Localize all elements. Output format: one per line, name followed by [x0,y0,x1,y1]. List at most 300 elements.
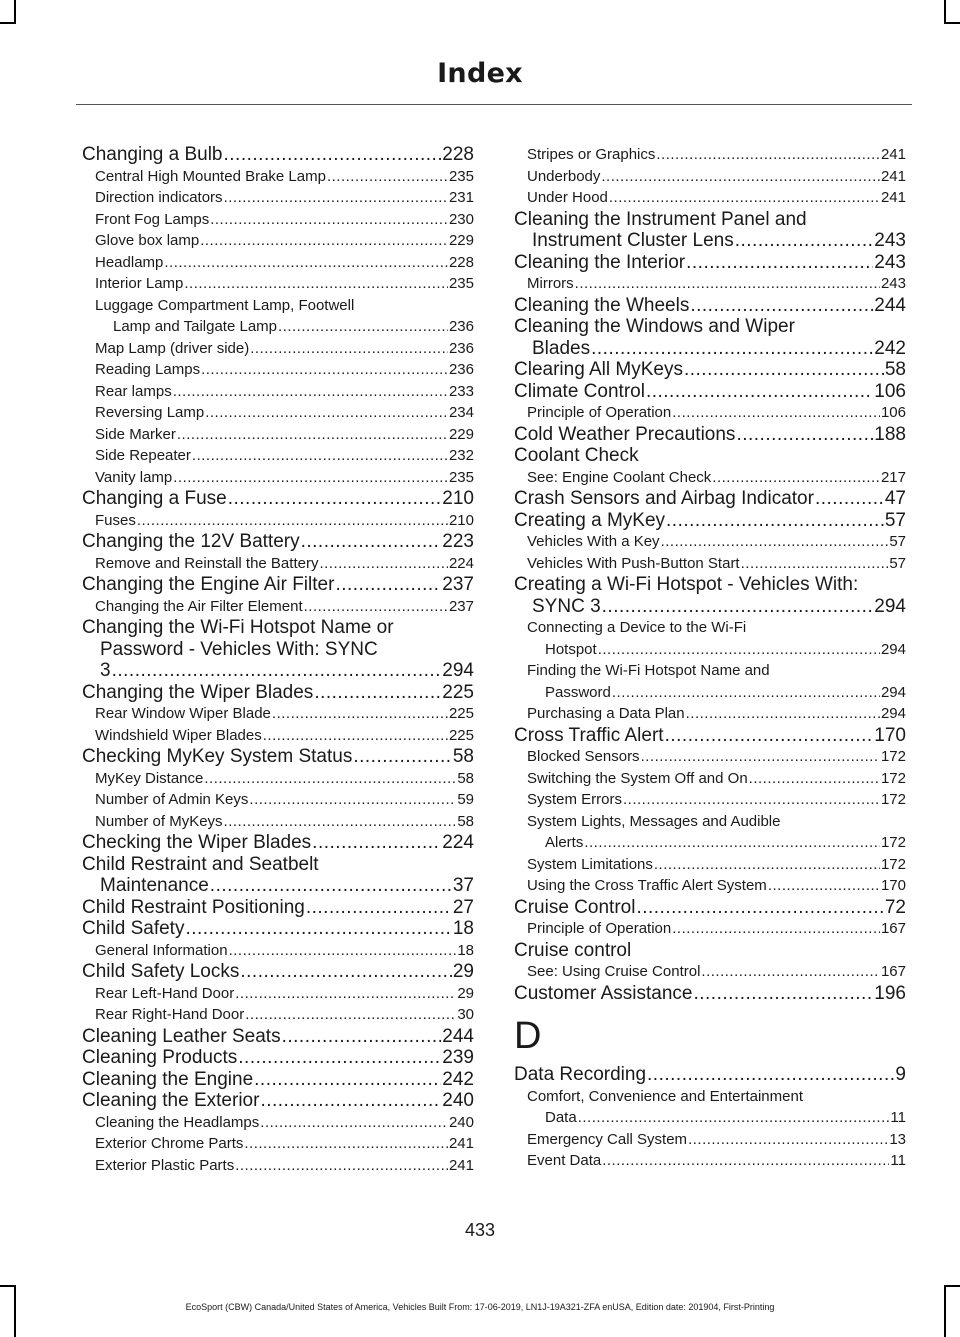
entry-title: Switching the System Off and On [527,769,748,787]
index-subentry [82,940,474,962]
index-entry-line [514,897,906,919]
entry-title: Data Recording [514,1064,647,1085]
index-entry [514,252,906,274]
dot-leader [192,445,448,467]
dot-leader [260,1090,441,1112]
entry-title: Data [545,1109,577,1126]
dot-leader [228,488,442,510]
index-entry-line [82,1090,474,1112]
entry-title: Changing the Wiper Blades [82,681,314,703]
page-ref: 241 [448,1156,474,1174]
index-entry [514,574,906,617]
entry-title: Principle of Operation [527,404,672,421]
page-ref: 241 [880,146,906,163]
index-subentry [514,531,906,553]
index-entry-line [514,445,906,467]
page-ref: 244 [442,1025,474,1047]
dot-leader [686,252,873,274]
dot-leader [736,424,873,446]
entry-title: Rear lamps [95,382,172,400]
index-subentry [82,510,474,532]
page-ref: 225 [442,681,474,703]
index-entry-continued [514,209,906,231]
entry-title: Cleaning Leather Seats [82,1025,281,1047]
entry-title: Reversing Lamp [95,404,205,421]
entry-title: Blades [532,337,591,359]
page-ref: 59 [457,791,474,808]
entry-title: Connecting a Device to the Wi-Fi [527,619,747,636]
entry-title: General Information [95,941,228,959]
crop-mark [944,1285,960,1287]
dot-leader [602,1150,889,1172]
entry-title: Child Restraint Positioning [82,896,305,918]
index-entry [82,1047,474,1069]
entry-title: Luggage Compartment Lamp, Footwell [95,296,355,314]
index-entry-line [82,316,474,338]
index-subentry [82,295,474,338]
index-entry-line [82,983,474,1005]
entry-title: Cleaning Products [82,1047,238,1068]
index-entry-continued [514,316,906,338]
page-ref: 236 [448,361,474,378]
index-subentry [514,660,906,703]
entry-title: System Lights, Messages and Audible [527,812,781,830]
entry-title: Cleaning the Instrument Panel and [514,208,807,230]
dot-leader [235,1155,448,1177]
index-entry-continued [82,617,474,639]
index-subentry [82,209,474,231]
dot-leader [210,875,452,897]
entry-title: Rear Right-Hand Door [95,1006,245,1023]
index-subentry [514,1150,906,1172]
page-ref: 11 [890,1152,906,1169]
entry-title: System Errors [527,791,623,808]
entry-title: Finding the Wi-Fi Hotspot Name and [527,662,770,679]
index-subentry [514,553,906,575]
dot-leader [245,1004,456,1026]
page-ref: 225 [448,726,474,744]
entry-title: Front Fog Lamps [95,210,210,228]
page-ref: 58 [457,769,474,787]
index-subentry [514,789,906,811]
entry-title: Central High Mounted Brake Lamp [95,167,326,185]
index-entry-line [514,531,906,553]
page-ref: 30 [457,1006,474,1023]
entry-title: Climate Control [514,380,645,402]
entry-title: Windshield Wiper Blades [95,726,262,744]
index-subentry [82,359,474,381]
index-entry-line [514,467,906,489]
page-ref: 241 [880,189,906,206]
dot-leader [229,940,457,962]
page-ref: 243 [880,275,906,292]
dot-leader [112,660,442,682]
index-entry [514,359,906,381]
dot-leader [238,1047,441,1069]
dot-leader [327,166,448,188]
index-entry-line [82,918,474,940]
page-title: Index [437,58,523,89]
entry-title: Using the Cross Traffic Alert System [527,877,767,894]
page-ref: 210 [448,511,474,529]
index-entry-line [82,832,474,854]
index-entry-line [514,596,906,618]
index-entry [82,617,474,682]
index-entry-line [82,703,474,725]
index-subentry [514,402,906,424]
entry-title: Interior Lamp [95,275,184,292]
entry-title: Headlamp [95,253,164,271]
page-ref: 242 [442,1068,474,1090]
index-entry-line [514,725,906,747]
index-entry-line [514,510,906,532]
page-ref: 47 [884,488,906,509]
dot-leader [137,510,448,532]
page-ref: 13 [889,1130,906,1148]
index-subentry [82,789,474,811]
entry-title: Checking the Wiper Blades [82,832,312,853]
dot-leader [224,811,457,833]
footer-text: EcoSport (CBW) Canada/United States of America, Vehicles Built From: 17-06-2019, LN1J-19A321-ZFA enUSA, Edition date: 201904, First-Printing [185,1302,775,1312]
dot-leader [240,961,452,983]
index-entry-line [514,983,906,1005]
entry-title: Clearing All MyKeys [514,359,683,380]
dot-leader [646,381,873,403]
index-entry-line [514,295,906,317]
dot-leader [688,1129,888,1151]
index-entry-line [82,1133,474,1155]
index-entry [514,488,906,510]
entry-title: System Limitations [527,855,653,873]
entry-title: 3 [100,660,111,681]
index-subentry [514,875,906,897]
index-entry-line [82,1112,474,1134]
page-ref: 210 [442,488,474,509]
entry-title: Lamp and Tailgate Lamp [113,318,278,335]
page-ref: 294 [880,640,906,658]
entry-title: Cleaning the Windows and Wiper [514,316,795,337]
page-ref: 196 [874,982,906,1004]
dot-leader [173,467,448,489]
index-entry-continued [82,854,474,876]
dot-leader [636,897,883,919]
dot-leader [656,144,880,166]
entry-title: Number of MyKeys [95,812,223,830]
entry-title: Remove and Reinstall the Battery [95,554,319,572]
index-entry-line [82,940,474,962]
index-entry-line [82,574,474,596]
page-ref: 57 [889,533,906,550]
dot-leader [693,983,873,1005]
entry-title: Reading Lamps [95,361,201,378]
crop-mark [0,22,16,24]
dot-leader [609,187,880,209]
index-entry-line [82,789,474,811]
entry-title: Hotspot [545,640,597,658]
dot-leader [623,789,880,811]
page-ref: 243 [874,230,906,251]
index-entry [514,897,906,919]
entry-title: Changing a Fuse [82,488,227,509]
page-ref: 236 [448,318,474,335]
dot-leader [612,682,880,704]
index-entry-line [514,488,906,510]
index-entry [514,209,906,252]
dot-leader [306,897,452,919]
page-ref: 240 [448,1113,474,1131]
dot-leader [177,424,448,446]
dot-leader [254,1069,441,1091]
entry-title: Side Marker [95,425,176,443]
index-entry [82,897,474,919]
index-subentry [82,445,474,467]
index-entry-line [82,488,474,510]
index-subentry [82,338,474,360]
index-entry [82,1069,474,1091]
index-subentry [514,768,906,790]
index-entry-line [82,510,474,532]
entry-title: Checking MyKey System Status [82,746,353,767]
index-entry-continued [82,295,474,317]
index-entry-line [82,596,474,618]
page-ref: 228 [448,253,474,271]
entry-title: Cold Weather Precautions [514,423,736,445]
index-entry-line [82,961,474,983]
page-ref: 58 [457,812,474,830]
page-ref: 242 [874,337,906,359]
page-ref: 234 [448,404,474,421]
index-entry-line [82,187,474,209]
crop-mark [0,1285,16,1287]
index-subentry [514,617,906,660]
index-subentry [82,187,474,209]
page-ref: 18 [452,918,474,939]
index-subentry [514,854,906,876]
entry-title: See: Using Cruise Control [527,963,701,980]
index-entry-line [514,961,906,983]
index-entry-line [514,402,906,424]
index-subentry [514,166,906,188]
dot-leader [749,768,880,790]
page-ref: 229 [448,232,474,249]
page-ref: 224 [448,554,474,572]
index-entry-line [514,1150,906,1172]
entry-title: Fuses [95,511,136,529]
dot-leader [686,703,880,725]
page-ref: 236 [448,339,474,357]
index-subentry [82,467,474,489]
index-subentry [82,273,474,295]
index-column-left [82,144,474,1176]
dot-leader [244,1133,448,1155]
index-entry-line [514,639,906,661]
index-entry-line [514,768,906,790]
index-entry [82,832,474,854]
dot-leader [185,918,451,940]
dot-leader [641,746,880,768]
entry-title: Cleaning the Headlamps [95,1113,260,1131]
index-entry-line [514,746,906,768]
dot-leader [184,273,448,295]
entry-title: Comfort, Convenience and Entertainment [527,1087,803,1105]
page-ref: 170 [880,877,906,894]
index-subentry [514,961,906,983]
page-number: 433 [464,1220,496,1240]
index-entry-line [82,252,474,274]
index-entry [82,488,474,510]
index-entry [82,1026,474,1048]
entry-title: Cross Traffic Alert [514,724,664,746]
index-entry-line [514,832,906,854]
entry-title: SYNC 3 [532,595,601,617]
index-subentry [82,166,474,188]
index-entry [514,424,906,446]
index-letter-heading: D [514,1015,542,1057]
page-ref: 58 [884,359,906,380]
page-ref: 240 [442,1090,474,1111]
index-entry-continued [514,811,906,833]
entry-title: Coolant Check [514,445,639,466]
dot-leader [201,359,448,381]
index-column-right [514,144,906,1172]
page-ref: 172 [880,748,906,765]
dot-leader [601,166,880,188]
index-subentry [514,1129,906,1151]
entry-title: Map Lamp (driver side) [95,339,250,357]
index-entry [82,144,474,166]
index-entry-line [514,1107,906,1129]
entry-title: Rear Window Wiper Blade [95,705,271,722]
index-entry-line [82,811,474,833]
dot-leader [735,230,874,252]
entry-title: Cleaning the Engine [82,1068,254,1090]
page-ref: 27 [452,896,474,918]
index-entry [514,295,906,317]
index-entry-line [514,273,906,295]
dot-leader [768,875,880,897]
dot-leader [250,338,448,360]
entry-title: Cleaning the Interior [514,251,686,273]
index-entry-line [514,918,906,940]
index-entry [82,1090,474,1112]
entry-title: Changing the Engine Air Filter [82,574,335,595]
index-entry-line [82,660,474,682]
page-ref: 106 [874,380,906,402]
page-ref: 172 [880,855,906,873]
dot-leader [598,639,880,661]
page-ref: 235 [448,167,474,185]
index-entry [514,1064,906,1086]
index-entry-line [82,424,474,446]
page-ref: 37 [452,875,474,896]
dot-leader [661,531,889,553]
index-subentry [82,725,474,747]
page-ref: 237 [448,597,474,615]
index-subentry [82,252,474,274]
entry-title: Password - Vehicles With: SYNC [100,638,378,660]
entry-title: Customer Assistance [514,982,693,1004]
entry-title: Changing the Wi-Fi Hotspot Name or [82,617,394,638]
dot-leader [263,725,448,747]
dot-leader [260,1112,448,1134]
page-ref: 229 [448,425,474,443]
page-ref: 167 [880,920,906,937]
dot-leader [173,381,448,403]
dot-leader [312,832,441,854]
entry-title: Password [545,683,611,701]
page-ref: 239 [442,1047,474,1068]
page-ref: 243 [874,251,906,273]
index-subentry [514,811,906,854]
page-ref: 29 [452,961,474,982]
index-entry-continued [82,639,474,661]
index-entry [82,531,474,553]
entry-title: Maintenance [100,875,209,896]
dot-leader [335,574,441,596]
index-entry-line [82,1155,474,1177]
index-entry-continued [514,1086,906,1108]
index-entry-line [514,187,906,209]
page-ref: 217 [880,468,906,486]
header-rule [76,104,912,105]
dot-leader [304,596,448,618]
entry-title: Cruise Control [514,896,636,918]
entry-title: Creating a Wi-Fi Hotspot - Vehicles With: [514,574,859,595]
entry-title: Side Repeater [95,447,191,464]
page-ref: 188 [874,423,906,445]
page-ref: 106 [880,404,906,421]
index-subentry [514,918,906,940]
page-ref: 233 [448,382,474,400]
entry-title: Number of Admin Keys [95,791,249,808]
index-entry-line [514,424,906,446]
index-subentry [82,768,474,790]
dot-leader [701,961,880,983]
index-entry-continued [514,617,906,639]
entry-title: Emergency Call System [527,1130,688,1148]
entry-title: Principle of Operation [527,920,672,937]
dot-leader [584,832,880,854]
dot-leader [224,187,448,209]
index-entry-line [82,553,474,575]
index-entry [514,445,906,467]
page-ref: 18 [457,941,474,959]
dot-leader [690,295,873,317]
crop-mark [944,0,946,22]
page-ref: 231 [448,189,474,206]
page-ref: 29 [457,984,474,1002]
index-entry [514,316,906,359]
page-ref: 225 [448,705,474,722]
index-subentry [82,381,474,403]
index-subentry [82,1004,474,1026]
dot-leader [200,230,448,252]
page-ref: 9 [895,1064,906,1085]
page-ref: 172 [880,769,906,787]
index-subentry [82,424,474,446]
index-entry-line [514,789,906,811]
entry-title: See: Engine Coolant Check [527,468,712,486]
index-subentry [82,811,474,833]
dot-leader [665,725,874,747]
entry-title: Changing a Bulb [82,144,223,165]
page-ref: 235 [448,275,474,292]
page-ref: 294 [880,705,906,722]
entry-title: Stripes or Graphics [527,146,656,163]
index-entry-line [514,230,906,252]
index-entry [514,983,906,1005]
index-entry-line [82,381,474,403]
